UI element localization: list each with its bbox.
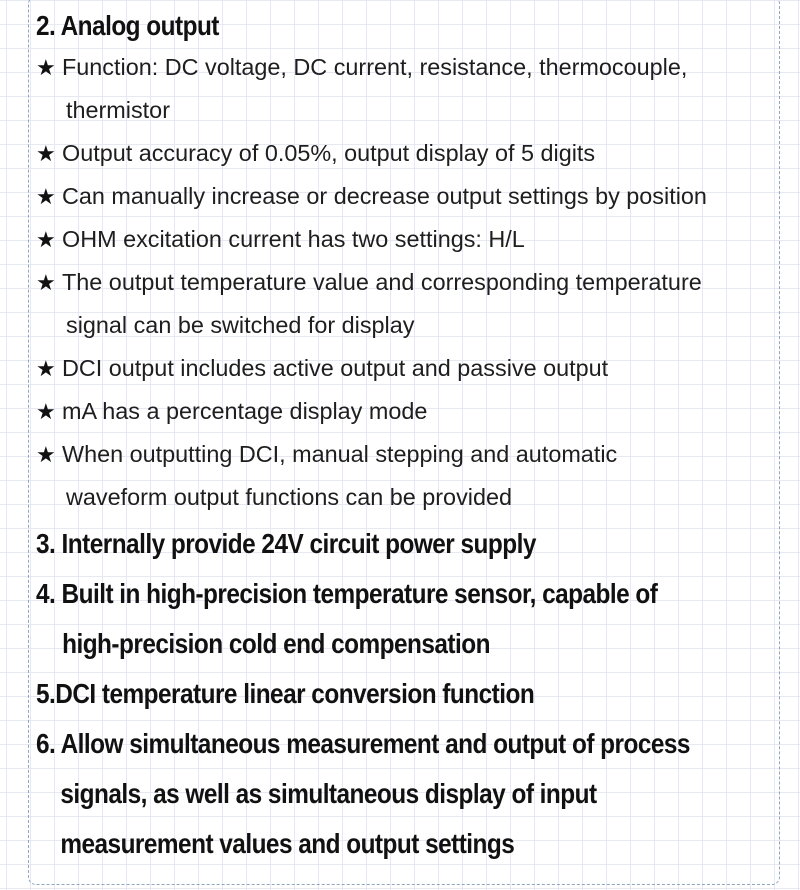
feature-item-function (36, 46, 788, 132)
feature-text: mA has a percentage display mode (62, 398, 428, 424)
section-2-heading: 2. Analog output (36, 10, 219, 41)
feature-item-dci-output (36, 347, 788, 390)
feature-item-ohm-excitation (36, 218, 788, 261)
content (36, 6, 788, 869)
feature-item-manual-adjust (36, 175, 788, 218)
feature-item-accuracy (36, 132, 788, 175)
feature-text: OHM excitation current has two settings: H/L (62, 226, 525, 252)
feature-text: When outputting DCI, manual stepping and automatic (62, 441, 618, 467)
section-6-heading-continued: measurement values and output settings (60, 828, 515, 859)
star-bullet-icon: ★ (36, 356, 56, 381)
star-bullet-icon: ★ (36, 184, 56, 209)
section-6-heading-continued: signals, as well as simultaneous display of input (60, 778, 597, 809)
feature-text: DCI output includes active output and passive output (62, 355, 609, 381)
section-4-heading-continued: high-precision cold end compensation (62, 628, 490, 659)
feature-text-continued: thermistor (66, 97, 170, 123)
section-5-heading: 5.DCI temperature linear conversion function (36, 678, 535, 709)
feature-text: Can manually increase or decrease output settings by position (62, 183, 707, 209)
star-bullet-icon: ★ (36, 141, 56, 166)
feature-item-temperature-switch (36, 261, 788, 347)
star-bullet-icon: ★ (36, 55, 56, 80)
feature-text-continued: signal can be switched for display (66, 312, 415, 338)
feature-item-ma-percentage (36, 390, 788, 433)
feature-text: The output temperature value and corresponding temperature (62, 269, 702, 295)
star-bullet-icon: ★ (36, 442, 56, 467)
star-bullet-icon: ★ (36, 270, 56, 295)
star-bullet-icon: ★ (36, 399, 56, 424)
feature-text: Output accuracy of 0.05%, output display of 5 digits (62, 140, 596, 166)
section-4-heading: 4. Built in high-precision temperature sensor, capable of (36, 578, 658, 609)
feature-item-dci-stepping (36, 433, 788, 519)
section-6-heading: 6. Allow simultaneous measurement and output of process (36, 728, 690, 759)
star-bullet-icon: ★ (36, 227, 56, 252)
feature-text-continued: waveform output functions can be provided (66, 484, 512, 510)
feature-text: Function: DC voltage, DC current, resistance, thermocouple, (62, 54, 688, 80)
section-3-heading: 3. Internally provide 24V circuit power supply (36, 528, 536, 559)
